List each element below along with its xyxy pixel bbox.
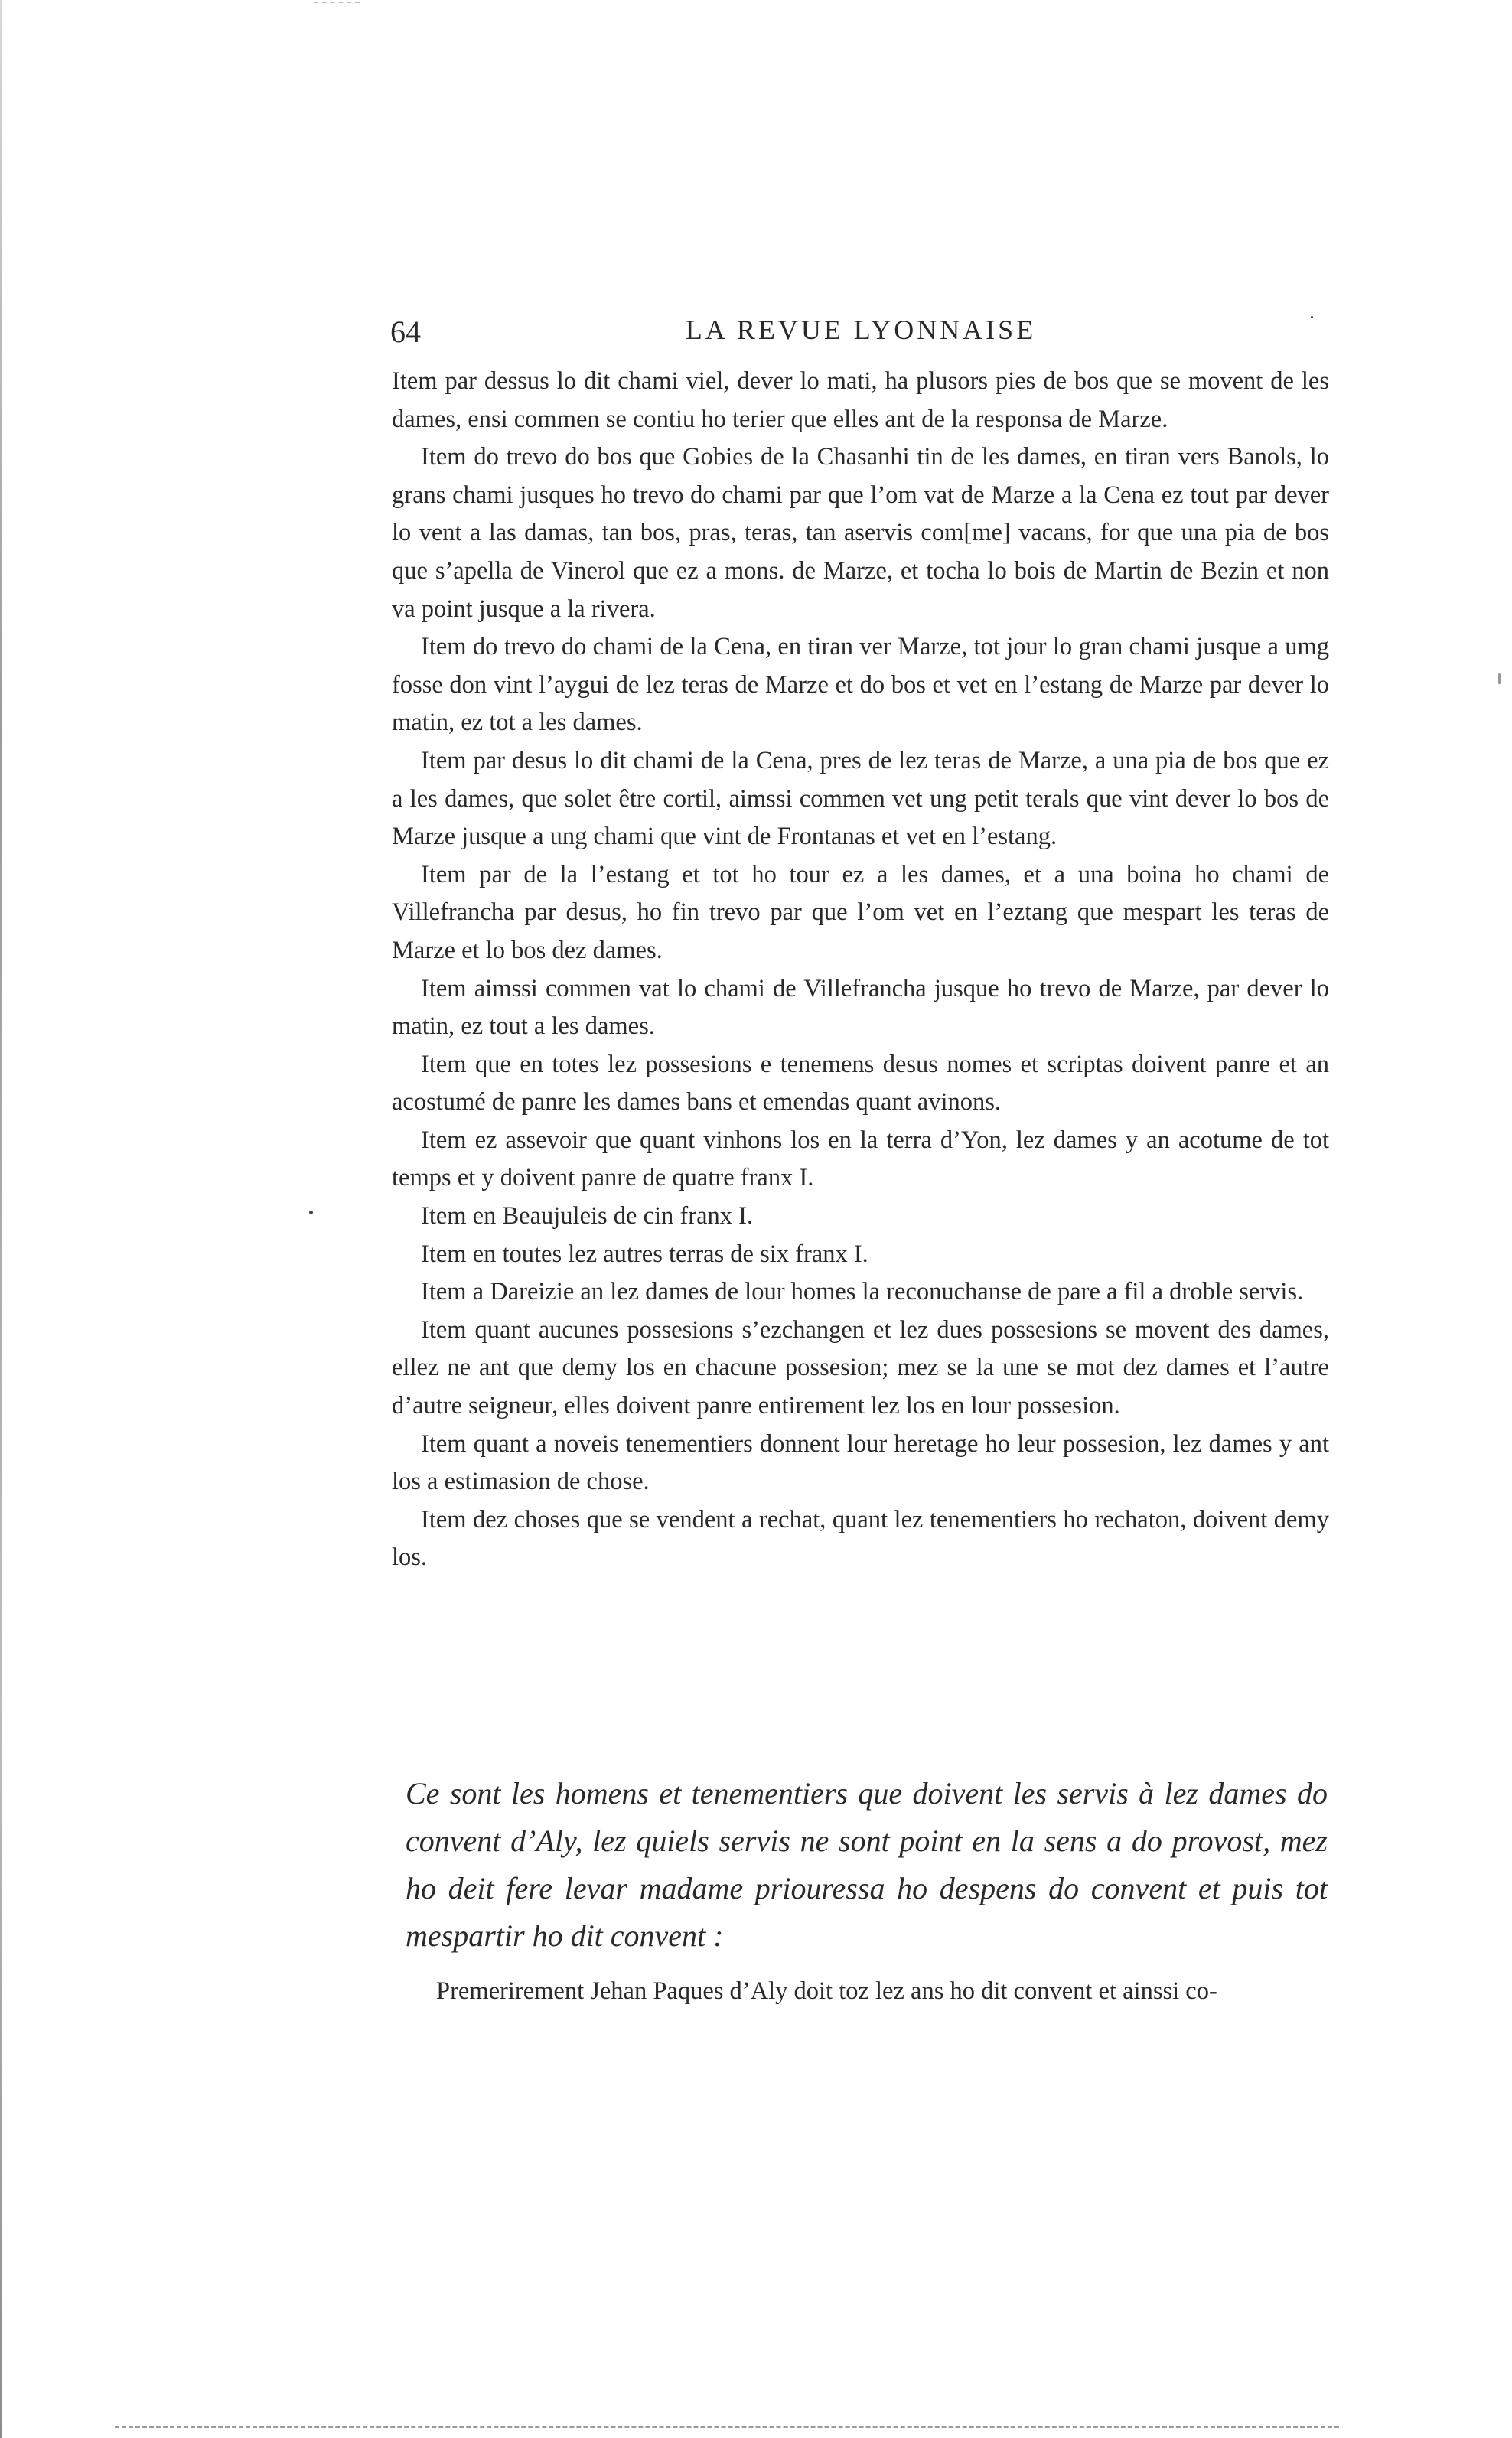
paragraph: Item par dessus lo dit chami viel, dever lo mati, ha plusors pies de bos que se movent de les dames, ensi commen se contiu ho terier que elles ant de la responsa de Marze. <box>392 367 1329 433</box>
section-heading-italic: Ce sont les homens et tenementiers que doivent les servis à lez dames do convent d’Aly, lez quiels servis ne sont point en la sens a do provost, mez ho deit fere levar madame priouressa ho despens do convent et puis tot mespartir ho dit convent : <box>406 1776 1328 1953</box>
paragraph: Item quant a noveis tenementiers donnent lour heretage ho leur possesion, lez dames y ant los a estimasion de chose. <box>392 1429 1329 1496</box>
scan-artifact-top <box>314 2 360 3</box>
paragraph: Item que en totes lez possesions e tenemens desus nomes et scriptas doivent panre et an acostumé de panre les dames bans et emendas quant avinons. <box>392 1050 1329 1116</box>
running-title: LA REVUE LYONNAISE <box>685 315 1037 345</box>
page-header <box>390 314 1331 360</box>
paragraph: Item dez choses que se vendent a rechat, quant lez tenementiers ho rechaton, doivent demy los. <box>392 1505 1329 1572</box>
scan-artifact-bottom <box>115 2426 1339 2428</box>
paragraph: Item par de la l’estang et tot ho tour ez a les dames, et a una boina ho chami de Villefrancha par desus, ho fin trevo par que l’om vet en l’eztang que mespart les teras de Marze et lo bos dez dames. <box>392 860 1329 964</box>
paragraph: Item aimssi commen vat lo chami de Villefrancha jusque ho trevo de Marze, par dever lo matin, ez tout a les dames. <box>392 974 1329 1041</box>
paragraph: Item do trevo do bos que Gobies de la Chasanhi tin de les dames, en tiran vers Banols, lo grans chami jusques ho trevo do chami par que l’om vat de Marze a la Cena ez tout par dever lo vent a las damas, tan bos, pras, teras, tan aservis com[me] vacans, for que una pia de bos que s’apella de Vinerol que ez a mons. de Marze, et tocha lo bois de Martin de Bezin et non va point jusque a la rivera. <box>392 443 1329 623</box>
ink-speck <box>309 1211 313 1214</box>
paragraph: Item en toutes lez autres terras de six franx I. <box>421 1240 868 1268</box>
paragraph: Item quant aucunes possesions s’ezchangen et lez dues possesions se movent des dames, ellez ne ant que demy los en chacune possesion; mez se la une se mot dez dames et l’autre d’autre seigneur, elles doivent panre entirement lez los en lour possesion. <box>392 1315 1329 1420</box>
scan-edge <box>0 0 2 2438</box>
paragraph: Item do trevo do chami de la Cena, en tiran ver Marze, tot jour lo gran chami jusque a umg fosse don vint l’aygui de lez teras de Marze et do bos et vet en l’estang de Marze par dever lo matin, ez tot a les dames. <box>392 633 1329 737</box>
paragraph: Item a Dareizie an lez dames de lour homes la reconuchanse de pare a fil a droble servis. <box>421 1278 1304 1306</box>
page-number: 64 <box>390 315 421 349</box>
paragraph: Item en Beaujuleis de cin franx I. <box>421 1202 754 1230</box>
closing-line: Premerirement Jehan Paques d’Aly doit toz lez ans ho dit convent et ainssi co- <box>436 1977 1217 2005</box>
paragraph: Item par desus lo dit chami de la Cena, pres de lez teras de Marze, a una pia de bos que ez a les dames, que solet être cortil, aimssi commen vet ung petit terals que vint dever lo bos de Marze jusque a ung chami que vint de Frontanas et vet en l’estang. <box>392 746 1329 851</box>
body-text <box>392 363 1329 1577</box>
paragraph: Item ez assevoir que quant vinhons los en la terra d’Yon, lez dames y an acotume de tot temps et y doivent panre de quatre franx I. <box>392 1126 1329 1192</box>
ink-speck <box>1498 673 1501 684</box>
